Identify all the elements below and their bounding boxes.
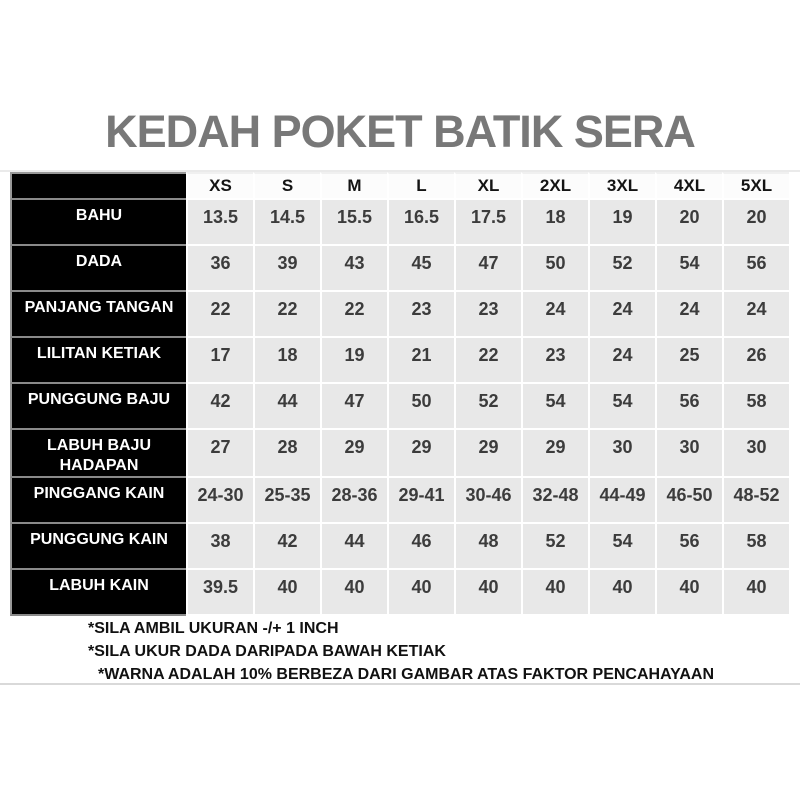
table-row <box>10 338 789 384</box>
bottom-divider <box>0 683 800 685</box>
col-header-l: L <box>387 172 454 200</box>
value-cell: 20 <box>655 200 722 246</box>
value-cell: 38 <box>186 524 253 570</box>
value-cell: 30 <box>722 430 789 478</box>
footnote-line: *WARNA ADALAH 10% BERBEZA DARI GAMBAR ATAS FAKTOR PENCAHAYAAN <box>98 666 715 683</box>
value-cell: 45 <box>387 246 454 292</box>
value-cell: 46-50 <box>655 478 722 524</box>
col-header-xs: XS <box>186 172 253 200</box>
value-cell: 29 <box>521 430 588 478</box>
value-cell: 29 <box>320 430 387 478</box>
value-cell: 24-30 <box>186 478 253 524</box>
value-cell: 24 <box>521 292 588 338</box>
value-cell: 42 <box>253 524 320 570</box>
value-cell: 54 <box>655 246 722 292</box>
value-cell: 30 <box>588 430 655 478</box>
value-cell: 13.5 <box>186 200 253 246</box>
value-cell: 32-48 <box>521 478 588 524</box>
value-cell: 48-52 <box>722 478 789 524</box>
value-cell: 47 <box>454 246 521 292</box>
value-cell: 39.5 <box>186 570 253 616</box>
row-label: PINGGANG KAIN <box>10 478 186 524</box>
value-cell: 24 <box>655 292 722 338</box>
size-chart-table <box>10 172 789 616</box>
value-cell: 14.5 <box>253 200 320 246</box>
value-cell: 20 <box>722 200 789 246</box>
col-header-5xl: 5XL <box>722 172 789 200</box>
value-cell: 39 <box>253 246 320 292</box>
col-header-2xl: 2XL <box>521 172 588 200</box>
corner-cell <box>10 172 186 200</box>
value-cell: 18 <box>253 338 320 384</box>
col-header-4xl: 4XL <box>655 172 722 200</box>
value-cell: 36 <box>186 246 253 292</box>
row-label: LABUH KAIN <box>10 570 186 616</box>
value-cell: 18 <box>521 200 588 246</box>
value-cell: 56 <box>722 246 789 292</box>
value-cell: 48 <box>454 524 521 570</box>
value-cell: 52 <box>521 524 588 570</box>
value-cell: 44-49 <box>588 478 655 524</box>
value-cell: 26 <box>722 338 789 384</box>
footnote-line: *SILA UKUR DADA DARIPADA BAWAH KETIAK <box>88 643 446 660</box>
value-cell: 40 <box>320 570 387 616</box>
row-label: PUNGGUNG BAJU <box>10 384 186 430</box>
value-cell: 25-35 <box>253 478 320 524</box>
table-row <box>10 430 789 478</box>
row-label: DADA <box>10 246 186 292</box>
value-cell: 54 <box>588 384 655 430</box>
value-cell: 40 <box>521 570 588 616</box>
value-cell: 50 <box>387 384 454 430</box>
value-cell: 22 <box>253 292 320 338</box>
page-title: KEDAH POKET BATIK SERA <box>105 106 695 157</box>
value-cell: 19 <box>588 200 655 246</box>
value-cell: 54 <box>588 524 655 570</box>
row-label: LILITAN KETIAK <box>10 338 186 384</box>
value-cell: 28 <box>253 430 320 478</box>
value-cell: 23 <box>454 292 521 338</box>
value-cell: 44 <box>320 524 387 570</box>
value-cell: 52 <box>454 384 521 430</box>
value-cell: 52 <box>588 246 655 292</box>
col-header-3xl: 3XL <box>588 172 655 200</box>
value-cell: 24 <box>722 292 789 338</box>
row-label: LABUH BAJU HADAPAN <box>10 430 186 478</box>
value-cell: 29-41 <box>387 478 454 524</box>
footnote-line: *SILA AMBIL UKURAN -/+ 1 INCH <box>88 620 339 637</box>
table-row <box>10 570 789 616</box>
footnotes <box>88 617 714 686</box>
value-cell: 15.5 <box>320 200 387 246</box>
table-row <box>10 478 789 524</box>
value-cell: 40 <box>253 570 320 616</box>
value-cell: 29 <box>387 430 454 478</box>
col-header-xl: XL <box>454 172 521 200</box>
value-cell: 40 <box>387 570 454 616</box>
col-header-m: M <box>320 172 387 200</box>
value-cell: 30 <box>655 430 722 478</box>
value-cell: 58 <box>722 384 789 430</box>
row-label: PANJANG TANGAN <box>10 292 186 338</box>
table-body <box>10 200 789 616</box>
value-cell: 40 <box>722 570 789 616</box>
value-cell: 47 <box>320 384 387 430</box>
value-cell: 42 <box>186 384 253 430</box>
value-cell: 24 <box>588 338 655 384</box>
value-cell: 58 <box>722 524 789 570</box>
value-cell: 24 <box>588 292 655 338</box>
value-cell: 30-46 <box>454 478 521 524</box>
table-row <box>10 384 789 430</box>
value-cell: 22 <box>320 292 387 338</box>
table-row <box>10 246 789 292</box>
value-cell: 40 <box>655 570 722 616</box>
row-label: BAHU <box>10 200 186 246</box>
value-cell: 17 <box>186 338 253 384</box>
value-cell: 56 <box>655 524 722 570</box>
value-cell: 23 <box>521 338 588 384</box>
table-row <box>10 292 789 338</box>
value-cell: 23 <box>387 292 454 338</box>
table-row <box>10 200 789 246</box>
value-cell: 19 <box>320 338 387 384</box>
value-cell: 40 <box>454 570 521 616</box>
value-cell: 17.5 <box>454 200 521 246</box>
table-header <box>10 172 789 200</box>
value-cell: 27 <box>186 430 253 478</box>
value-cell: 25 <box>655 338 722 384</box>
row-label: PUNGGUNG KAIN <box>10 524 186 570</box>
col-header-s: S <box>253 172 320 200</box>
header-row <box>10 172 789 200</box>
value-cell: 40 <box>588 570 655 616</box>
value-cell: 56 <box>655 384 722 430</box>
value-cell: 54 <box>521 384 588 430</box>
value-cell: 46 <box>387 524 454 570</box>
value-cell: 28-36 <box>320 478 387 524</box>
value-cell: 22 <box>186 292 253 338</box>
value-cell: 21 <box>387 338 454 384</box>
value-cell: 29 <box>454 430 521 478</box>
value-cell: 43 <box>320 246 387 292</box>
value-cell: 50 <box>521 246 588 292</box>
value-cell: 16.5 <box>387 200 454 246</box>
value-cell: 44 <box>253 384 320 430</box>
value-cell: 22 <box>454 338 521 384</box>
table-row <box>10 524 789 570</box>
